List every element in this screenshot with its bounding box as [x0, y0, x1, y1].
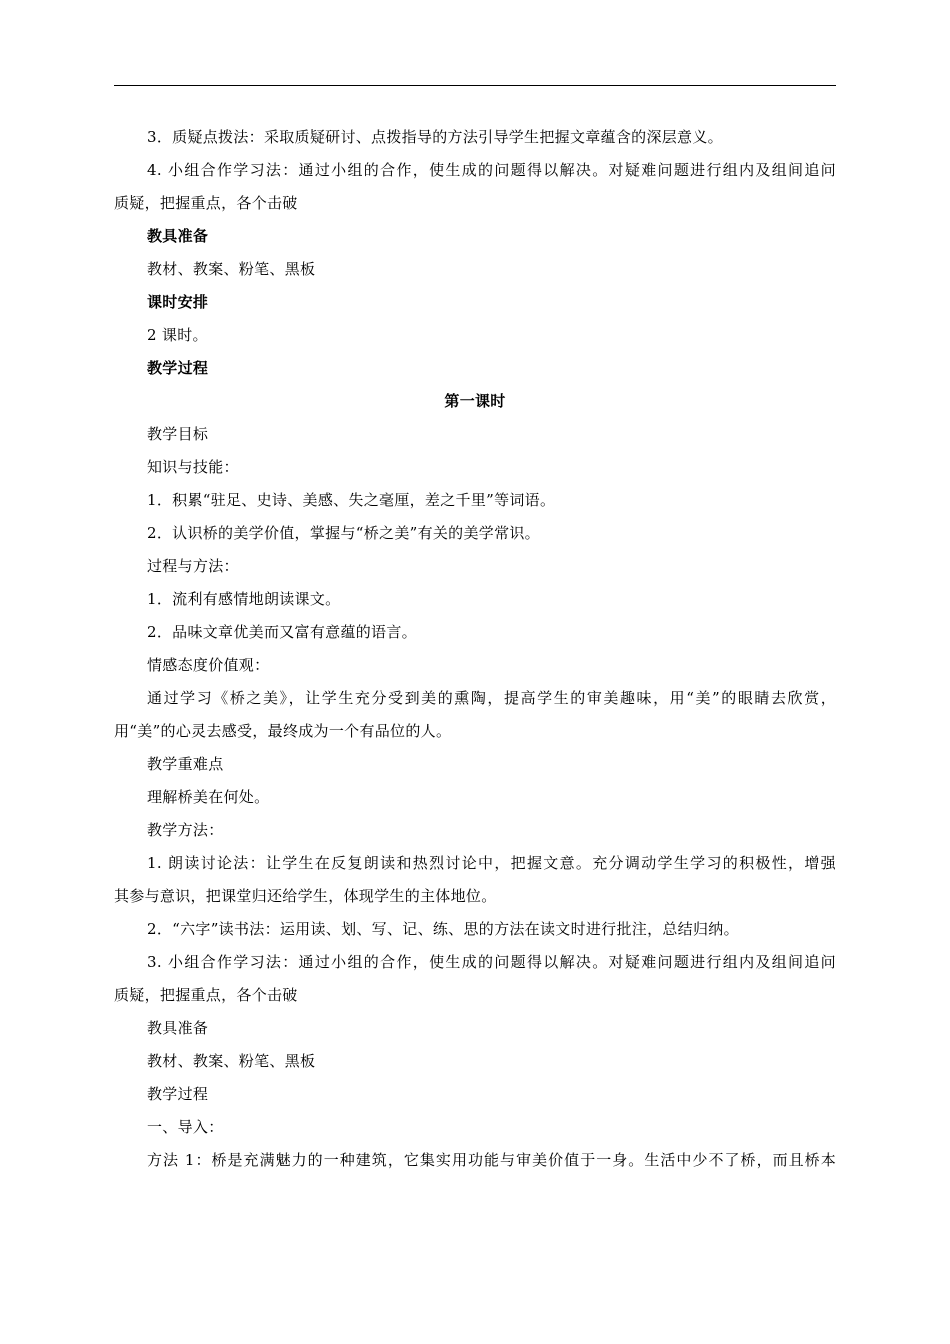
header-rule: [114, 85, 836, 86]
line-25: 2．“六字”读书法：运用读、划、写、记、练、思的方法在读文时进行批注，总结归纳。: [147, 920, 739, 938]
line-17: 情感态度价值观：: [147, 656, 270, 674]
line-11: 知识与技能：: [147, 458, 239, 476]
line-24: 其参与意识，把课堂归还给学生，体现学生的主体地位。: [114, 887, 497, 905]
heading-schedule: 课时安排: [147, 293, 209, 311]
line-14: 过程与方法：: [147, 557, 239, 575]
line-23: 1. 朗读讨论法：让学生在反复朗读和热烈讨论中，把握文意。充分调动学生学习的积极性，增强: [147, 854, 836, 872]
line-21: 理解桥美在何处。: [147, 788, 270, 806]
section-title-first-lesson: 第一课时: [444, 392, 506, 410]
line-26: 3. 小组合作学习法：通过小组的合作，使生成的问题得以解决。对疑难问题进行组内及组间追问: [147, 953, 836, 971]
line-28: 教具准备: [147, 1019, 209, 1037]
heading-teaching-process: 教学过程: [147, 359, 209, 377]
line-02: 4. 小组合作学习法：通过小组的合作，使生成的问题得以解决。对疑难问题进行组内及组间追问: [147, 161, 836, 179]
line-10: 教学目标: [147, 425, 209, 443]
line-32: 方法 1：桥是充满魅力的一种建筑，它集实用功能与审美价值于一身。生活中少不了桥，而且桥本: [147, 1151, 836, 1169]
line-13: 2．认识桥的美学价值，掌握与“桥之美”有关的美学常识。: [147, 524, 540, 542]
line-07: 2 课时。: [147, 326, 208, 344]
line-15: 1．流利有感情地朗读课文。: [147, 590, 341, 608]
line-22: 教学方法：: [147, 821, 224, 839]
heading-teaching-tools: 教具准备: [147, 227, 209, 245]
line-05: 教材、教案、粉笔、黑板: [147, 260, 316, 278]
line-20: 教学重难点: [147, 755, 224, 773]
line-19: 用“美”的心灵去感受，最终成为一个有品位的人。: [114, 722, 452, 740]
line-30: 教学过程: [147, 1085, 209, 1103]
line-12: 1．积累“驻足、史诗、美感、失之毫厘，差之千里”等词语。: [147, 491, 556, 509]
line-31: 一、导入：: [147, 1118, 224, 1136]
line-16: 2．品味文章优美而又富有意蕴的语言。: [147, 623, 417, 641]
line-29: 教材、教案、粉笔、黑板: [147, 1052, 316, 1070]
line-27: 质疑，把握重点，各个击破: [114, 986, 298, 1004]
line-03: 质疑，把握重点，各个击破: [114, 194, 298, 212]
line-01: 3．质疑点拨法：采取质疑研讨、点拨指导的方法引导学生把握文章蕴含的深层意义。: [147, 128, 723, 146]
line-18: 通过学习《桥之美》，让学生充分受到美的熏陶，提高学生的审美趣味，用“美”的眼睛去欣赏，: [147, 689, 836, 707]
document-body: [114, 121, 836, 1177]
